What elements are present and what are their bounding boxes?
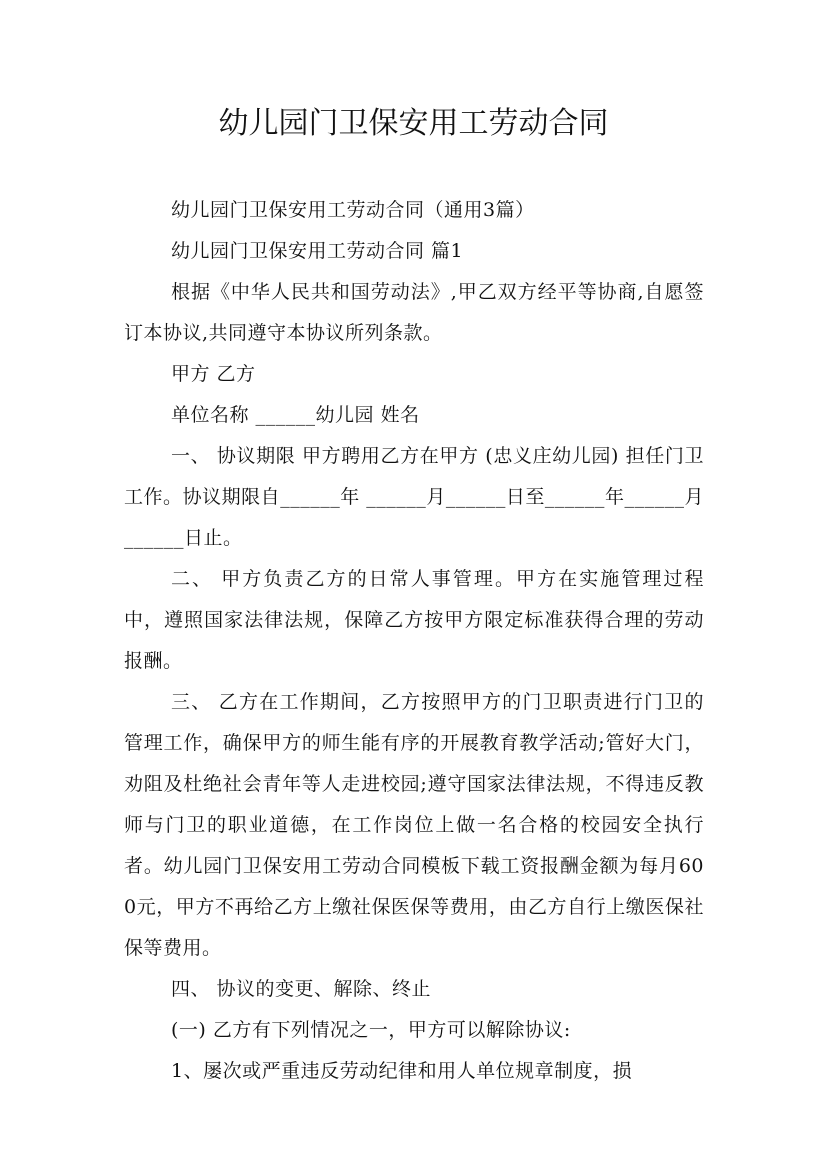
document-body	[124, 190, 704, 1092]
paragraph-clause-3: 三、 乙方在工作期间，乙方按照甲方的门卫职责进行门卫的管理工作，确保甲方的师生能有序的开展教育教学活动;管好大门，劝阻及杜绝社会青年等人走进校园;遵守国家法律法规，不得违反教师与门卫的职业道德，在工作岗位上做一名合格的校园安全执行者。幼儿园门卫保安用工劳动合同模板下载工资报酬金额为每月600元，甲方不再给乙方上缴社保医保等费用，由乙方自行上缴医保社保等费用。	[124, 691, 704, 959]
paragraph-clause-2: 二、 甲方负责乙方的日常人事管理。甲方在实施管理过程中，遵照国家法律法规，保障乙方按甲方限定标准获得合理的劳动报酬。	[124, 568, 704, 672]
document-title: 幼儿园门卫保安用工劳动合同	[218, 106, 609, 141]
paragraph-subtitle: 幼儿园门卫保安用工劳动合同（通用3篇）	[171, 199, 535, 221]
paragraph-subclause-1: (一) 乙方有下列情况之一，甲方可以解除协议:	[171, 1019, 571, 1041]
paragraph-parties: 甲方 乙方	[171, 363, 256, 385]
paragraph-item-1: 1、屡次或严重违反劳动纪律和用人单位规章制度，损	[171, 1060, 633, 1082]
paragraph-preamble: 根据《中华人民共和国劳动法》,甲乙双方经平等协商,自愿签订本协议,共同遵守本协议所列条款。	[124, 281, 704, 344]
paragraph-section-heading: 幼儿园门卫保安用工劳动合同 篇1	[171, 240, 464, 262]
paragraph-clause-4: 四、 协议的变更、解除、终止	[171, 978, 432, 1000]
paragraph-clause-1: 一、 协议期限 甲方聘用乙方在甲方 (忠义庄幼儿园) 担任门卫工作。协议期限自______年 ______月______日至______年______月______日止。	[124, 445, 704, 549]
paragraph-unit-name: 单位名称 ______幼儿园 姓名	[171, 404, 420, 426]
